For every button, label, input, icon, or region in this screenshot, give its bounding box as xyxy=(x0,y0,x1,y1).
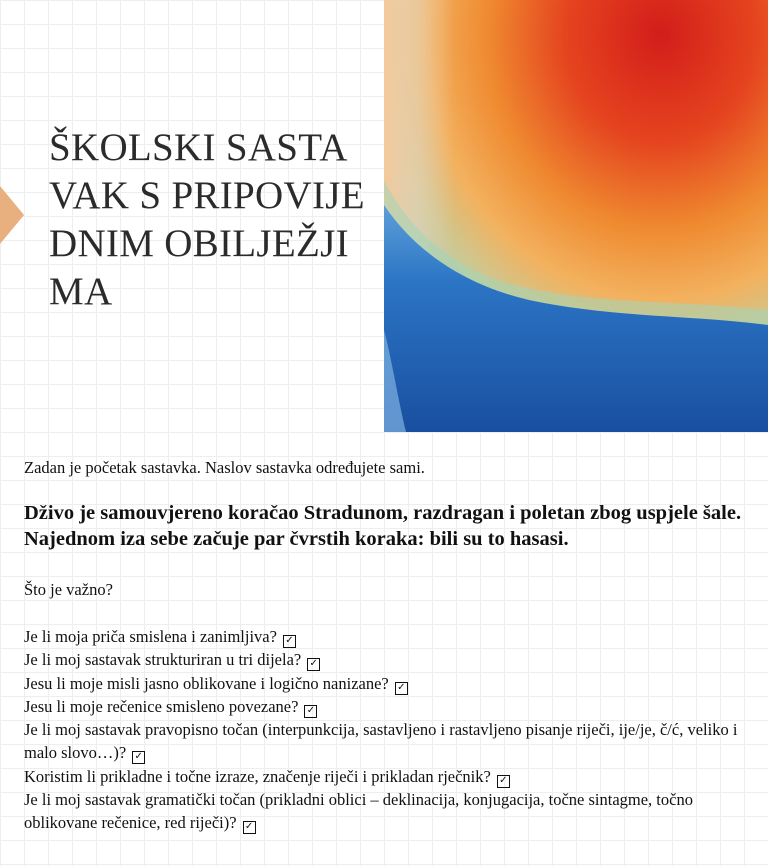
checkbox-checked-icon: ✓ xyxy=(243,821,256,834)
checkbox-checked-icon: ✓ xyxy=(395,682,408,695)
subheading: Što je važno? xyxy=(24,580,113,599)
checkbox-checked-icon: ✓ xyxy=(132,751,145,764)
checklist-item xyxy=(24,672,748,695)
checklist-item xyxy=(24,695,748,718)
checkbox-checked-icon: ✓ xyxy=(304,705,317,718)
checkbox-checked-icon: ✓ xyxy=(497,775,510,788)
checkbox-checked-icon: ✓ xyxy=(283,635,296,648)
checklist-item xyxy=(24,788,748,835)
checklist-item-text: Koristim li prikladne i točne izraze, značenje riječi i prikladan rječnik? xyxy=(24,766,491,786)
checklist-item-text: Jesu li moje rečenice smisleno povezane? xyxy=(24,696,299,716)
checklist-item-text: Je li moj sastavak gramatički točan (prikladni oblici – deklinacija, konjugacija, točne sintagme, točno oblikovane rečenice, red riječi)? xyxy=(24,790,693,833)
checklist-item xyxy=(24,718,748,765)
checklist xyxy=(24,625,748,835)
arrow-decoration-icon xyxy=(0,186,24,244)
checklist-item xyxy=(24,765,748,788)
checklist-item xyxy=(24,648,748,671)
checklist-item-text: Jesu li moje misli jasno oblikovane i logično nanizane? xyxy=(24,673,389,693)
checklist-item-text: Je li moj sastavak strukturiran u tri dijela? xyxy=(24,650,302,670)
hero-image xyxy=(384,0,768,432)
checklist-item-text: Je li moj sastavak pravopisno točan (interpunkcija, sastavljeno i rastavljeno pisanje riječi, ije/je, č/ć, veliko i malo slovo…)? xyxy=(24,720,738,763)
checklist-item-text: Je li moja priča smislena i zanimljiva? xyxy=(24,627,277,646)
intro-text: Zadan je početak sastavka. Naslov sastavka određujete sami. xyxy=(24,458,425,477)
checklist-item xyxy=(24,625,748,648)
page-title: ŠKOLSKI SASTAVAK S PRIPOVIJEDNIM OBILJEŽJIMA xyxy=(49,126,365,313)
checkbox-checked-icon: ✓ xyxy=(307,658,320,671)
content-area xyxy=(24,457,748,835)
prompt-text: Dživo je samouvjereno koračao Stradunom, razdragan i poletan zbog uspjele šale. Najednom iza sebe začuje par čvrstih koraka: bili su to hasasi. xyxy=(24,502,742,550)
